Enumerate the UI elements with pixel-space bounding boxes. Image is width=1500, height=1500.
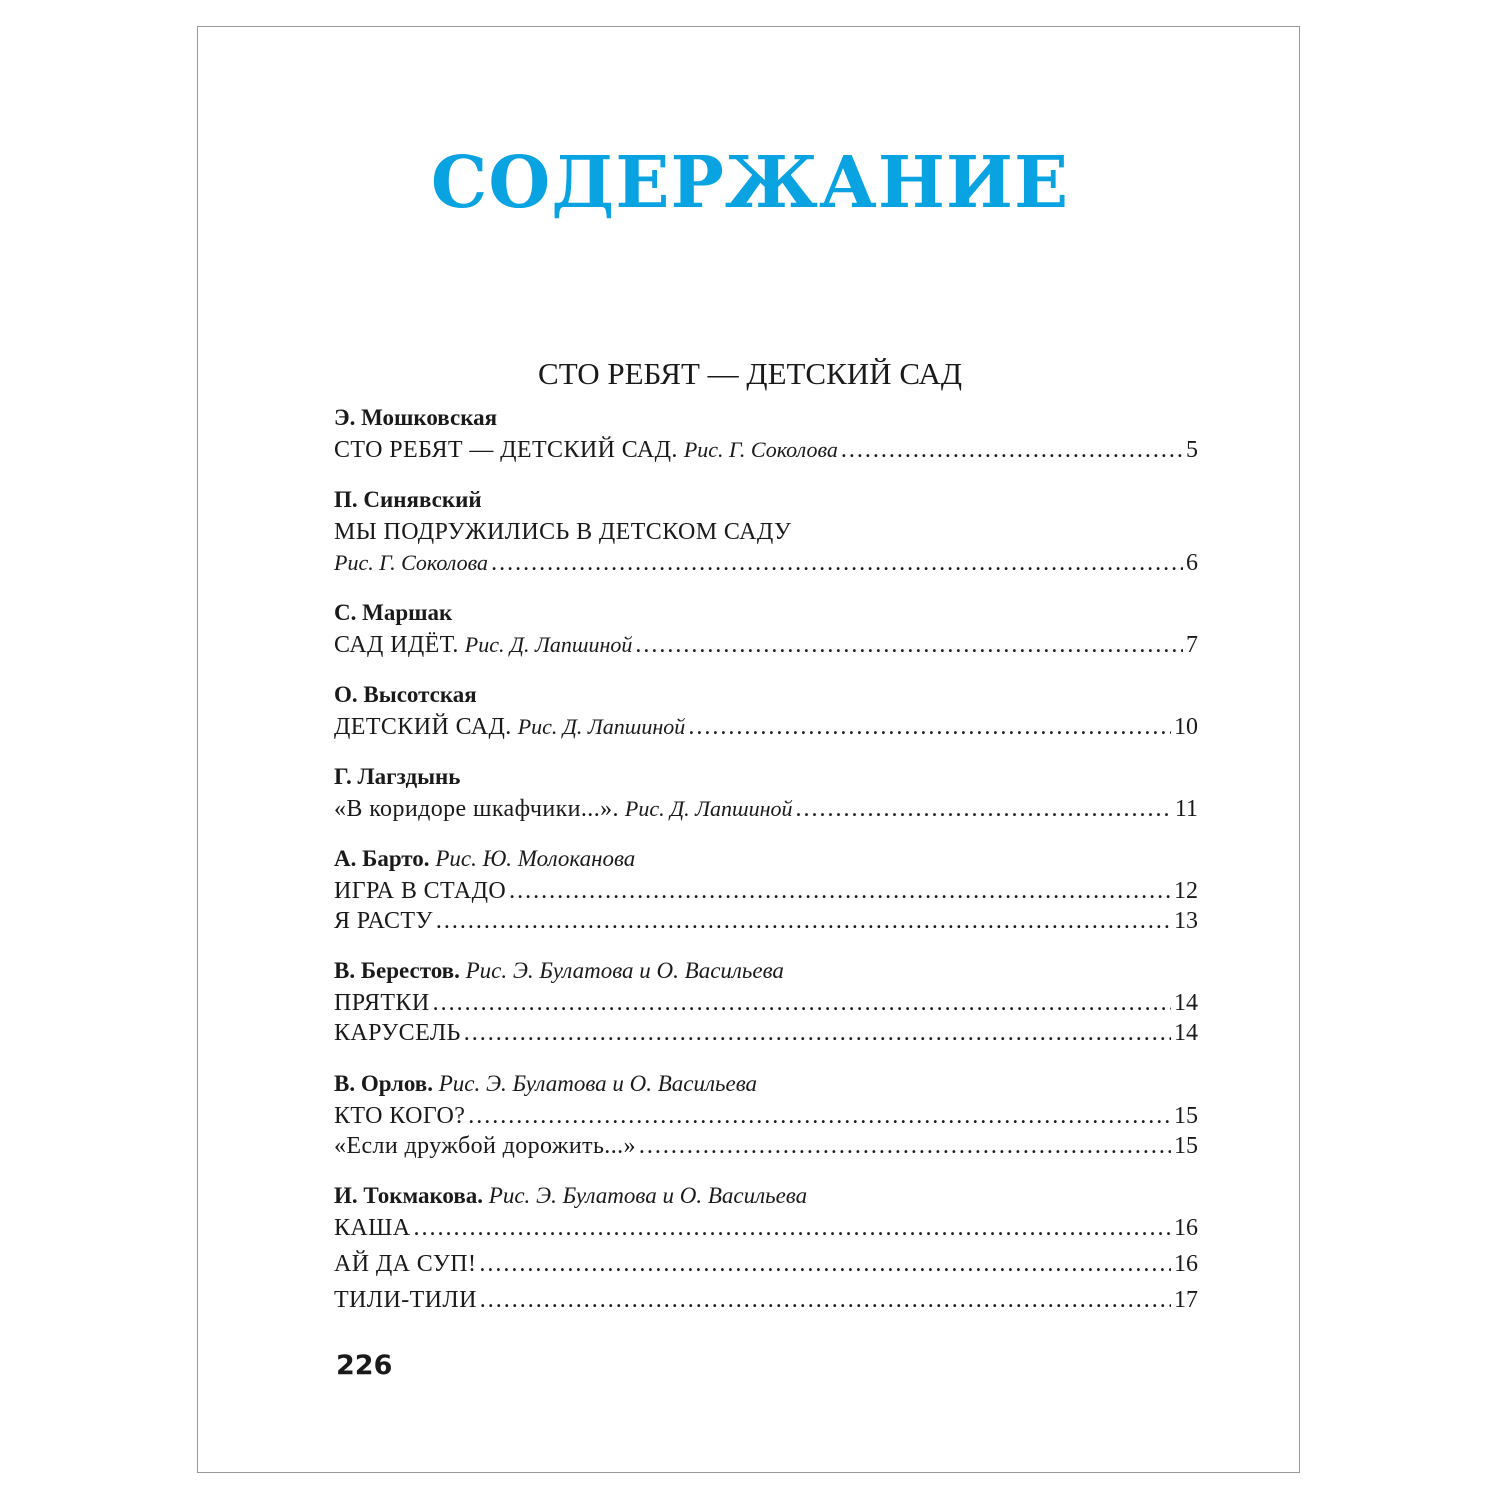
toc-entry[interactable] <box>334 437 1198 464</box>
entry-illustrator: Рис. Д. Лапшиной <box>464 632 633 657</box>
entry-illustrator: Рис. Г. Соколова <box>334 550 489 575</box>
toc-entry[interactable] <box>334 632 1198 659</box>
author-name: С. Маршак <box>334 600 453 625</box>
author-name: Г. Лагздынь <box>334 764 461 789</box>
entry-illustrator: Рис. Д. Лапшиной <box>517 714 686 739</box>
entry-title: КАРУСЕЛЬ <box>334 1020 461 1046</box>
entry-page: 6 <box>1186 550 1198 576</box>
author-illustrator: Рис. Э. Булатова и О. Васильева <box>465 958 784 983</box>
dot-leader <box>480 1287 1171 1314</box>
toc-entry[interactable] <box>334 878 1198 905</box>
author-illustrator: Рис. Э. Булатова и О. Васильева <box>488 1183 808 1208</box>
toc-entry[interactable] <box>334 1215 1198 1242</box>
toc-entry[interactable] <box>334 714 1198 741</box>
dot-leader <box>841 437 1183 464</box>
dot-leader <box>433 990 1171 1017</box>
entry-title: КТО КОГО? <box>334 1103 466 1129</box>
entry-page: 15 <box>1174 1103 1198 1129</box>
section-title: СТО РЕБЯТ — ДЕТСКИЙ САД <box>538 356 962 391</box>
dot-leader <box>464 1020 1171 1047</box>
dot-leader <box>796 796 1172 823</box>
entry-title: МЫ ПОДРУЖИЛИСЬ В ДЕТСКОМ САДУ <box>334 519 792 545</box>
toc-entry[interactable] <box>334 990 1198 1017</box>
toc-entry[interactable] <box>334 1287 1198 1314</box>
dot-leader <box>436 908 1171 935</box>
dot-leader <box>688 714 1171 741</box>
author-name: В. Берестов. Рис. Э. Булатова и О. Васильева <box>334 958 784 983</box>
dot-leader <box>468 1103 1171 1130</box>
author-name: И. Токмакова. Рис. Э. Булатова и О. Васильева <box>334 1183 808 1208</box>
author-name: Э. Мошковская <box>334 405 498 430</box>
entry-page: 12 <box>1174 878 1198 904</box>
toc-entry[interactable] <box>334 796 1198 823</box>
entry-title: «Если дружбой дорожить...» <box>334 1133 636 1159</box>
entry-title: ПРЯТКИ <box>334 990 430 1016</box>
toc-entry[interactable] <box>334 550 1198 577</box>
page-number: 226 <box>336 1350 393 1381</box>
entry-page: 11 <box>1174 796 1198 822</box>
entry-page: 13 <box>1174 908 1198 934</box>
entry-page: 16 <box>1174 1251 1198 1277</box>
entry-page: 14 <box>1174 990 1198 1016</box>
entry-title: «В коридоре шкафчики...». <box>334 796 619 822</box>
dot-leader <box>413 1215 1171 1242</box>
author-name: В. Орлов. Рис. Э. Булатова и О. Васильева <box>334 1071 758 1096</box>
entry-title: ДЕТСКИЙ САД. <box>334 714 512 740</box>
entry-page: 15 <box>1174 1133 1198 1159</box>
entry-page: 16 <box>1174 1215 1198 1241</box>
entry-page: 10 <box>1174 714 1198 740</box>
author-name: А. Барто. Рис. Ю. Молоканова <box>334 846 636 871</box>
entry-page: 5 <box>1186 437 1198 463</box>
toc-entry[interactable] <box>334 1020 1198 1047</box>
entry-illustrator: Рис. Г. Соколова <box>683 437 838 462</box>
entry-title: АЙ ДА СУП! <box>334 1251 477 1277</box>
toc-entry[interactable] <box>334 908 1198 935</box>
author-illustrator: Рис. Э. Булатова и О. Васильева <box>438 1071 758 1096</box>
toc-entry-title-line[interactable] <box>334 519 1198 546</box>
entry-page: 7 <box>1186 632 1198 658</box>
entry-title: ИГРА В СТАДО <box>334 878 507 904</box>
entry-page: 17 <box>1174 1287 1198 1313</box>
entry-title: КАША <box>334 1215 411 1241</box>
page-title: СОДЕРЖАНИЕ <box>430 140 1070 224</box>
entry-title: САД ИДЁТ. <box>334 632 459 658</box>
entry-illustrator: Рис. Д. Лапшиной <box>624 796 793 821</box>
entry-page: 14 <box>1174 1020 1198 1046</box>
entry-title: ТИЛИ-ТИЛИ <box>334 1287 477 1313</box>
toc-entry[interactable] <box>334 1133 1198 1160</box>
author-name: П. Синявский <box>334 487 482 512</box>
author-illustrator: Рис. Ю. Молоканова <box>435 846 636 871</box>
dot-leader <box>491 550 1183 577</box>
dot-leader <box>639 1133 1171 1160</box>
toc-entry[interactable] <box>334 1103 1198 1130</box>
dot-leader <box>635 632 1183 659</box>
author-name: О. Высотская <box>334 682 477 707</box>
dot-leader <box>479 1251 1171 1278</box>
dot-leader <box>509 878 1171 905</box>
entry-title: Я РАСТУ <box>334 908 433 934</box>
toc-entry[interactable] <box>334 1251 1198 1278</box>
entry-title: СТО РЕБЯТ — ДЕТСКИЙ САД. <box>334 437 678 463</box>
